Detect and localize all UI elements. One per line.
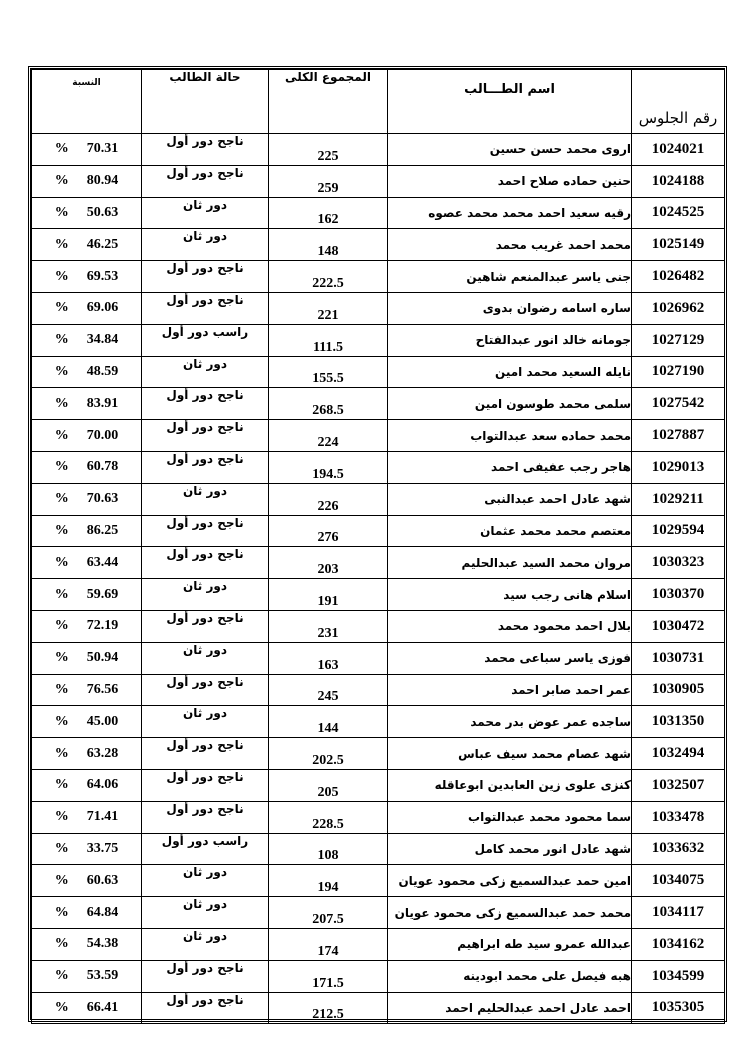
percentage-value: 70.00 <box>86 427 119 443</box>
student-name-cell: محمد حماده سعد عبدالتواب <box>388 420 632 452</box>
percent-sign: % <box>54 491 69 507</box>
status-cell: ناجح دور أول <box>142 261 269 293</box>
student-name-cell: كنزى علوى زين العابدين ابوعاقله <box>388 769 632 801</box>
student-name-cell: عبدالله عمرو سيد طه ابراهيم <box>388 928 632 960</box>
percent-sign: % <box>54 745 69 761</box>
table-row <box>32 769 725 801</box>
status-cell: دور ثان <box>142 197 269 229</box>
seat-number-cell: 1024021 <box>632 134 725 166</box>
table-row <box>32 801 725 833</box>
total-cell: 202.5 <box>269 738 388 770</box>
percentage-cell <box>32 833 142 865</box>
table-row <box>32 674 725 706</box>
total-cell: 148 <box>269 229 388 261</box>
status-cell: راسب دور أول <box>142 324 269 356</box>
status-cell: ناجح دور أول <box>142 801 269 833</box>
student-name-cell: عمر احمد صابر احمد <box>388 674 632 706</box>
status-cell: ناجح دور أول <box>142 960 269 992</box>
table-row <box>32 579 725 611</box>
percent-sign: % <box>54 999 69 1015</box>
percentage-cell <box>32 928 142 960</box>
total-cell: 222.5 <box>269 261 388 293</box>
student-name-cell: محمد احمد غريب محمد <box>388 229 632 261</box>
percent-sign: % <box>54 650 69 666</box>
student-name-cell: شهد عادل احمد عبدالنبى <box>388 483 632 515</box>
percent-sign: % <box>54 332 69 348</box>
seat-number-cell: 1027887 <box>632 420 725 452</box>
percentage-cell <box>32 865 142 897</box>
status-cell: ناجح دور أول <box>142 992 269 1024</box>
percentage-value: 66.41 <box>86 999 119 1015</box>
percent-sign: % <box>54 459 69 475</box>
percentage-cell <box>32 197 142 229</box>
total-cell: 212.5 <box>269 992 388 1024</box>
total-cell: 108 <box>269 833 388 865</box>
percentage-cell <box>32 515 142 547</box>
percentage-value: 63.44 <box>86 554 119 570</box>
percentage-cell <box>32 483 142 515</box>
percent-sign: % <box>54 204 69 220</box>
percentage-value: 76.56 <box>86 681 119 697</box>
seat-number-cell: 1030323 <box>632 547 725 579</box>
percentage-cell <box>32 229 142 261</box>
total-cell: 203 <box>269 547 388 579</box>
table-row <box>32 292 725 324</box>
student-name-cell: نايله السعيد محمد امين <box>388 356 632 388</box>
seat-number-cell: 1029211 <box>632 483 725 515</box>
total-cell: 221 <box>269 292 388 324</box>
student-name-cell: احمد عادل احمد عبدالحليم احمد <box>388 992 632 1024</box>
table-row <box>32 928 725 960</box>
table-row <box>32 388 725 420</box>
table-row <box>32 229 725 261</box>
percentage-value: 59.69 <box>86 586 119 602</box>
seat-number-cell: 1027542 <box>632 388 725 420</box>
percent-sign: % <box>54 236 69 252</box>
student-name-cell: هبه فيصل على محمد ابودينه <box>388 960 632 992</box>
percent-sign: % <box>54 268 69 284</box>
status-cell: راسب دور أول <box>142 833 269 865</box>
status-cell: ناجح دور أول <box>142 388 269 420</box>
status-cell: ناجح دور أول <box>142 451 269 483</box>
percentage-value: 46.25 <box>86 236 119 252</box>
total-cell: 174 <box>269 928 388 960</box>
seat-number-cell: 1030905 <box>632 674 725 706</box>
table-row <box>32 515 725 547</box>
percentage-cell <box>32 801 142 833</box>
percent-sign: % <box>54 936 69 952</box>
table-row <box>32 420 725 452</box>
table-row <box>32 547 725 579</box>
percentage-value: 70.31 <box>86 141 119 157</box>
seat-number-cell: 1030370 <box>632 579 725 611</box>
percentage-cell <box>32 261 142 293</box>
status-cell: ناجح دور أول <box>142 515 269 547</box>
total-cell: 226 <box>269 483 388 515</box>
percent-sign: % <box>54 141 69 157</box>
status-cell: دور ثان <box>142 229 269 261</box>
seat-number-cell: 1032494 <box>632 738 725 770</box>
student-name-cell: حنين حماده صلاح احمد <box>388 165 632 197</box>
student-name-cell: جنى ياسر عبدالمنعم شاهين <box>388 261 632 293</box>
percentage-value: 64.06 <box>86 777 119 793</box>
percentage-cell <box>32 960 142 992</box>
percent-sign: % <box>54 395 69 411</box>
percentage-value: 53.59 <box>86 968 119 984</box>
student-name-cell: معتصم محمد محمد عثمان <box>388 515 632 547</box>
student-name-cell: محمد حمد عبدالسميع زكى محمود عويان <box>388 897 632 929</box>
status-cell: ناجح دور أول <box>142 674 269 706</box>
percent-sign: % <box>54 777 69 793</box>
total-cell: 225 <box>269 134 388 166</box>
table-row <box>32 197 725 229</box>
table-row <box>32 897 725 929</box>
table-row <box>32 992 725 1024</box>
student-name-cell: شهد عادل انور محمد كامل <box>388 833 632 865</box>
percentage-cell <box>32 420 142 452</box>
total-cell: 228.5 <box>269 801 388 833</box>
seat-number-cell: 1027190 <box>632 356 725 388</box>
status-cell: دور ثان <box>142 928 269 960</box>
seat-number-cell: 1034599 <box>632 960 725 992</box>
percent-sign: % <box>54 173 69 189</box>
status-cell: ناجح دور أول <box>142 547 269 579</box>
table-row <box>32 483 725 515</box>
percentage-value: 60.63 <box>86 872 119 888</box>
percent-sign: % <box>54 363 69 379</box>
header-seat: رقم الجلوس <box>632 70 725 134</box>
status-cell: ناجح دور أول <box>142 738 269 770</box>
total-cell: 194.5 <box>269 451 388 483</box>
status-cell: دور ثان <box>142 865 269 897</box>
percentage-cell <box>32 324 142 356</box>
table-row <box>32 451 725 483</box>
seat-number-cell: 1024188 <box>632 165 725 197</box>
seat-number-cell: 1024525 <box>632 197 725 229</box>
percentage-cell <box>32 610 142 642</box>
status-cell: ناجح دور أول <box>142 165 269 197</box>
total-cell: 245 <box>269 674 388 706</box>
percentage-value: 80.94 <box>86 173 119 189</box>
percentage-cell <box>32 674 142 706</box>
percentage-value: 72.19 <box>86 618 119 634</box>
table-row <box>32 165 725 197</box>
percent-sign: % <box>54 586 69 602</box>
status-cell: دور ثان <box>142 642 269 674</box>
percentage-cell <box>32 769 142 801</box>
total-cell: 171.5 <box>269 960 388 992</box>
percentage-value: 45.00 <box>86 713 119 729</box>
status-cell: ناجح دور أول <box>142 610 269 642</box>
table-body <box>32 134 725 1024</box>
percentage-value: 70.63 <box>86 491 119 507</box>
percentage-value: 63.28 <box>86 745 119 761</box>
total-cell: 163 <box>269 642 388 674</box>
status-cell: دور ثان <box>142 706 269 738</box>
percentage-cell <box>32 292 142 324</box>
percent-sign: % <box>54 968 69 984</box>
results-table <box>31 69 725 1024</box>
status-cell: دور ثان <box>142 579 269 611</box>
seat-number-cell: 1026482 <box>632 261 725 293</box>
seat-number-cell: 1026962 <box>632 292 725 324</box>
student-name-cell: ساره اسامه رضوان بدوى <box>388 292 632 324</box>
student-name-cell: سما محمود محمد عبدالتواب <box>388 801 632 833</box>
student-name-cell: ساجده عمر عوض بدر محمد <box>388 706 632 738</box>
percentage-cell <box>32 738 142 770</box>
percentage-value: 64.84 <box>86 904 119 920</box>
table-row <box>32 706 725 738</box>
table-row <box>32 261 725 293</box>
percent-sign: % <box>54 872 69 888</box>
header-percentage: النسبة <box>32 70 142 134</box>
student-name-cell: هاجر رجب عفيفى احمد <box>388 451 632 483</box>
percentage-value: 86.25 <box>86 522 119 538</box>
status-cell: ناجح دور أول <box>142 420 269 452</box>
percentage-cell <box>32 165 142 197</box>
table-row <box>32 356 725 388</box>
total-cell: 191 <box>269 579 388 611</box>
percent-sign: % <box>54 427 69 443</box>
percentage-value: 83.91 <box>86 395 119 411</box>
total-cell: 268.5 <box>269 388 388 420</box>
header-row <box>32 70 725 134</box>
table-row <box>32 642 725 674</box>
status-cell: ناجح دور أول <box>142 769 269 801</box>
percentage-value: 54.38 <box>86 936 119 952</box>
percentage-value: 34.84 <box>86 332 119 348</box>
percent-sign: % <box>54 809 69 825</box>
total-cell: 144 <box>269 706 388 738</box>
student-name-cell: شهد عصام محمد سيف عباس <box>388 738 632 770</box>
seat-number-cell: 1029013 <box>632 451 725 483</box>
percentage-cell <box>32 706 142 738</box>
total-cell: 155.5 <box>269 356 388 388</box>
header-name: اسم الطـــالب <box>388 70 632 134</box>
percent-sign: % <box>54 904 69 920</box>
seat-number-cell: 1030472 <box>632 610 725 642</box>
table-row <box>32 865 725 897</box>
percent-sign: % <box>54 840 69 856</box>
percent-sign: % <box>54 681 69 697</box>
seat-number-cell: 1034117 <box>632 897 725 929</box>
percent-sign: % <box>54 713 69 729</box>
table-row <box>32 324 725 356</box>
total-cell: 207.5 <box>269 897 388 929</box>
percentage-value: 60.78 <box>86 459 119 475</box>
student-name-cell: اسلام هانى رجب سيد <box>388 579 632 611</box>
percentage-cell <box>32 356 142 388</box>
percentage-cell <box>32 897 142 929</box>
percent-sign: % <box>54 522 69 538</box>
percentage-cell <box>32 992 142 1024</box>
percentage-cell <box>32 579 142 611</box>
percentage-cell <box>32 134 142 166</box>
percentage-value: 71.41 <box>86 809 119 825</box>
percent-sign: % <box>54 618 69 634</box>
status-cell: دور ثان <box>142 356 269 388</box>
seat-number-cell: 1031350 <box>632 706 725 738</box>
table-row <box>32 833 725 865</box>
seat-number-cell: 1027129 <box>632 324 725 356</box>
total-cell: 259 <box>269 165 388 197</box>
percentage-value: 50.94 <box>86 650 119 666</box>
total-cell: 111.5 <box>269 324 388 356</box>
seat-number-cell: 1025149 <box>632 229 725 261</box>
student-name-cell: جومانه خالد انور عبدالفتاح <box>388 324 632 356</box>
total-cell: 276 <box>269 515 388 547</box>
seat-number-cell: 1032507 <box>632 769 725 801</box>
table-row <box>32 134 725 166</box>
status-cell: ناجح دور أول <box>142 292 269 324</box>
seat-number-cell: 1034162 <box>632 928 725 960</box>
table-row <box>32 738 725 770</box>
total-cell: 224 <box>269 420 388 452</box>
percentage-cell <box>32 388 142 420</box>
total-cell: 162 <box>269 197 388 229</box>
percentage-cell <box>32 547 142 579</box>
student-name-cell: رقيه سعيد احمد محمد محمد عصوه <box>388 197 632 229</box>
student-name-cell: بلال احمد محمود محمد <box>388 610 632 642</box>
total-cell: 231 <box>269 610 388 642</box>
total-cell: 205 <box>269 769 388 801</box>
status-cell: دور ثان <box>142 483 269 515</box>
percent-sign: % <box>54 300 69 316</box>
seat-number-cell: 1030731 <box>632 642 725 674</box>
student-name-cell: فوزى ياسر سباعى محمد <box>388 642 632 674</box>
table-row <box>32 610 725 642</box>
seat-number-cell: 1033478 <box>632 801 725 833</box>
percentage-value: 48.59 <box>86 363 119 379</box>
student-name-cell: مروان محمد السيد عبدالحليم <box>388 547 632 579</box>
seat-number-cell: 1035305 <box>632 992 725 1024</box>
header-status: حالة الطالب <box>142 70 269 134</box>
percentage-value: 69.06 <box>86 300 119 316</box>
percentage-value: 69.53 <box>86 268 119 284</box>
percentage-cell <box>32 451 142 483</box>
seat-number-cell: 1029594 <box>632 515 725 547</box>
percent-sign: % <box>54 554 69 570</box>
total-cell: 194 <box>269 865 388 897</box>
header-total: المجموع الكلى <box>269 70 388 134</box>
student-name-cell: امين حمد عبدالسميع زكى محمود عويان <box>388 865 632 897</box>
status-cell: دور ثان <box>142 897 269 929</box>
percentage-value: 50.63 <box>86 204 119 220</box>
seat-number-cell: 1034075 <box>632 865 725 897</box>
table-row <box>32 960 725 992</box>
status-cell: ناجح دور أول <box>142 134 269 166</box>
seat-number-cell: 1033632 <box>632 833 725 865</box>
percentage-value: 33.75 <box>86 840 119 856</box>
percentage-cell <box>32 642 142 674</box>
student-name-cell: سلمى محمد طوسون امين <box>388 388 632 420</box>
student-name-cell: اروى محمد حسن حسين <box>388 134 632 166</box>
